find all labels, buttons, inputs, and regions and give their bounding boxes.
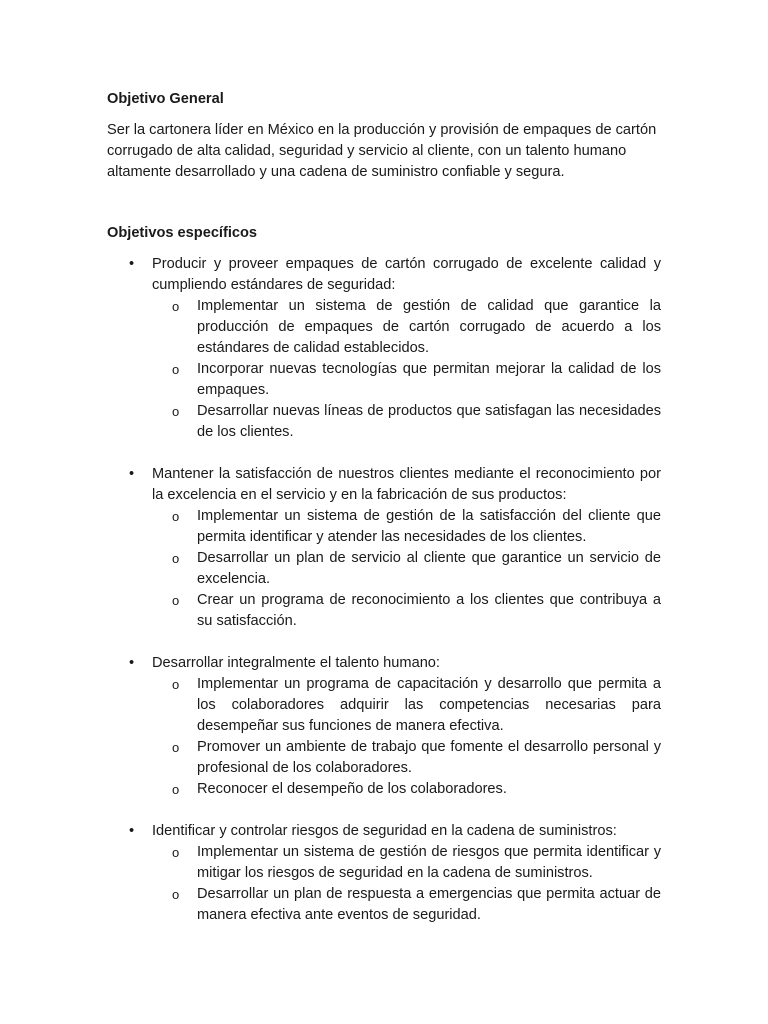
sub-objective-item xyxy=(152,674,661,737)
sub-objective-item xyxy=(152,590,661,632)
sub-objective-text: Desarrollar nuevas líneas de productos que satisfagan las necesidades de los clientes. xyxy=(197,403,661,440)
sub-objective-text: Desarrollar un plan de servicio al cliente que garantice un servicio de excelencia. xyxy=(197,550,661,587)
sub-objective-item xyxy=(152,548,661,590)
circle-bullet-icon: o xyxy=(172,677,180,692)
sub-objectives-list xyxy=(152,296,661,443)
bullet-icon: • xyxy=(129,655,135,671)
circle-bullet-icon: o xyxy=(172,299,180,314)
general-objective-heading: Objetivo General xyxy=(107,91,224,107)
sub-objective-text: Crear un programa de reconocimiento a los clientes que contribuya a su satisfacción. xyxy=(197,592,661,629)
sub-objectives-list xyxy=(152,506,661,632)
sub-objective-item xyxy=(152,296,661,359)
sub-objective-item xyxy=(152,842,661,884)
bullet-icon: • xyxy=(129,823,135,839)
objective-item xyxy=(107,821,661,926)
sub-objective-text: Incorporar nuevas tecnologías que permitan mejorar la calidad de los empaques. xyxy=(197,361,661,398)
circle-bullet-icon: o xyxy=(172,509,180,524)
sub-objective-text: Implementar un sistema de gestión de calidad que garantice la producción de empaques de cartón corrugado de acuerdo a los estándares de calidad establecidos. xyxy=(197,298,661,356)
circle-bullet-icon: o xyxy=(172,740,180,755)
sub-objective-text: Desarrollar un plan de respuesta a emergencias que permita actuar de manera efectiva ante eventos de seguridad. xyxy=(197,886,661,923)
circle-bullet-icon: o xyxy=(172,362,180,377)
sub-objective-text: Implementar un sistema de gestión de la satisfacción del cliente que permita identificar y atender las necesidades de los clientes. xyxy=(197,508,661,545)
objective-text: Producir y proveer empaques de cartón corrugado de excelente calidad y cumpliendo estándares de seguridad: xyxy=(152,256,661,293)
objective-text: Desarrollar integralmente el talento humano: xyxy=(152,655,440,671)
specific-objectives-list xyxy=(107,254,661,926)
circle-bullet-icon: o xyxy=(172,887,180,902)
bullet-icon: • xyxy=(129,466,135,482)
sub-objective-text: Implementar un sistema de gestión de riesgos que permita identificar y mitigar los riesgos de seguridad en la cadena de suministros. xyxy=(197,844,661,881)
sub-objective-text: Promover un ambiente de trabajo que fomente el desarrollo personal y profesional de los colaboradores. xyxy=(197,739,661,776)
sub-objective-item xyxy=(152,401,661,443)
sub-objectives-list xyxy=(152,842,661,926)
sub-objective-item xyxy=(152,779,661,800)
sub-objective-text: Implementar un programa de capacitación y desarrollo que permita a los colaboradores adquirir las competencias necesarias para desempeñar sus funciones de manera efectiva. xyxy=(197,676,661,734)
sub-objective-item xyxy=(152,506,661,548)
objective-text: Mantener la satisfacción de nuestros clientes mediante el reconocimiento por la excelencia en el servicio y en la fabricación de sus productos: xyxy=(152,466,661,503)
sub-objective-item xyxy=(152,737,661,779)
sub-objectives-list xyxy=(152,674,661,800)
circle-bullet-icon: o xyxy=(172,551,180,566)
sub-objective-item xyxy=(152,884,661,926)
objective-item xyxy=(107,254,661,443)
circle-bullet-icon: o xyxy=(172,404,180,419)
objective-item xyxy=(107,653,661,800)
circle-bullet-icon: o xyxy=(172,782,180,797)
objective-text: Identificar y controlar riesgos de seguridad en la cadena de suministros: xyxy=(152,823,617,839)
bullet-icon: • xyxy=(129,256,135,272)
specific-objectives-heading: Objetivos específicos xyxy=(107,225,258,241)
sub-objective-text: Reconocer el desempeño de los colaboradores. xyxy=(197,781,507,797)
objective-item xyxy=(107,464,661,632)
circle-bullet-icon: o xyxy=(172,593,180,608)
circle-bullet-icon: o xyxy=(172,845,180,860)
sub-objective-item xyxy=(152,359,661,401)
general-objective-text: Ser la cartonera líder en México en la producción y provisión de empaques de cartón corrugado de alta calidad, seguridad y servicio al cliente, con un talento humano altamente desarrollado y una cadena de suministro confiable y segura. xyxy=(107,122,657,180)
